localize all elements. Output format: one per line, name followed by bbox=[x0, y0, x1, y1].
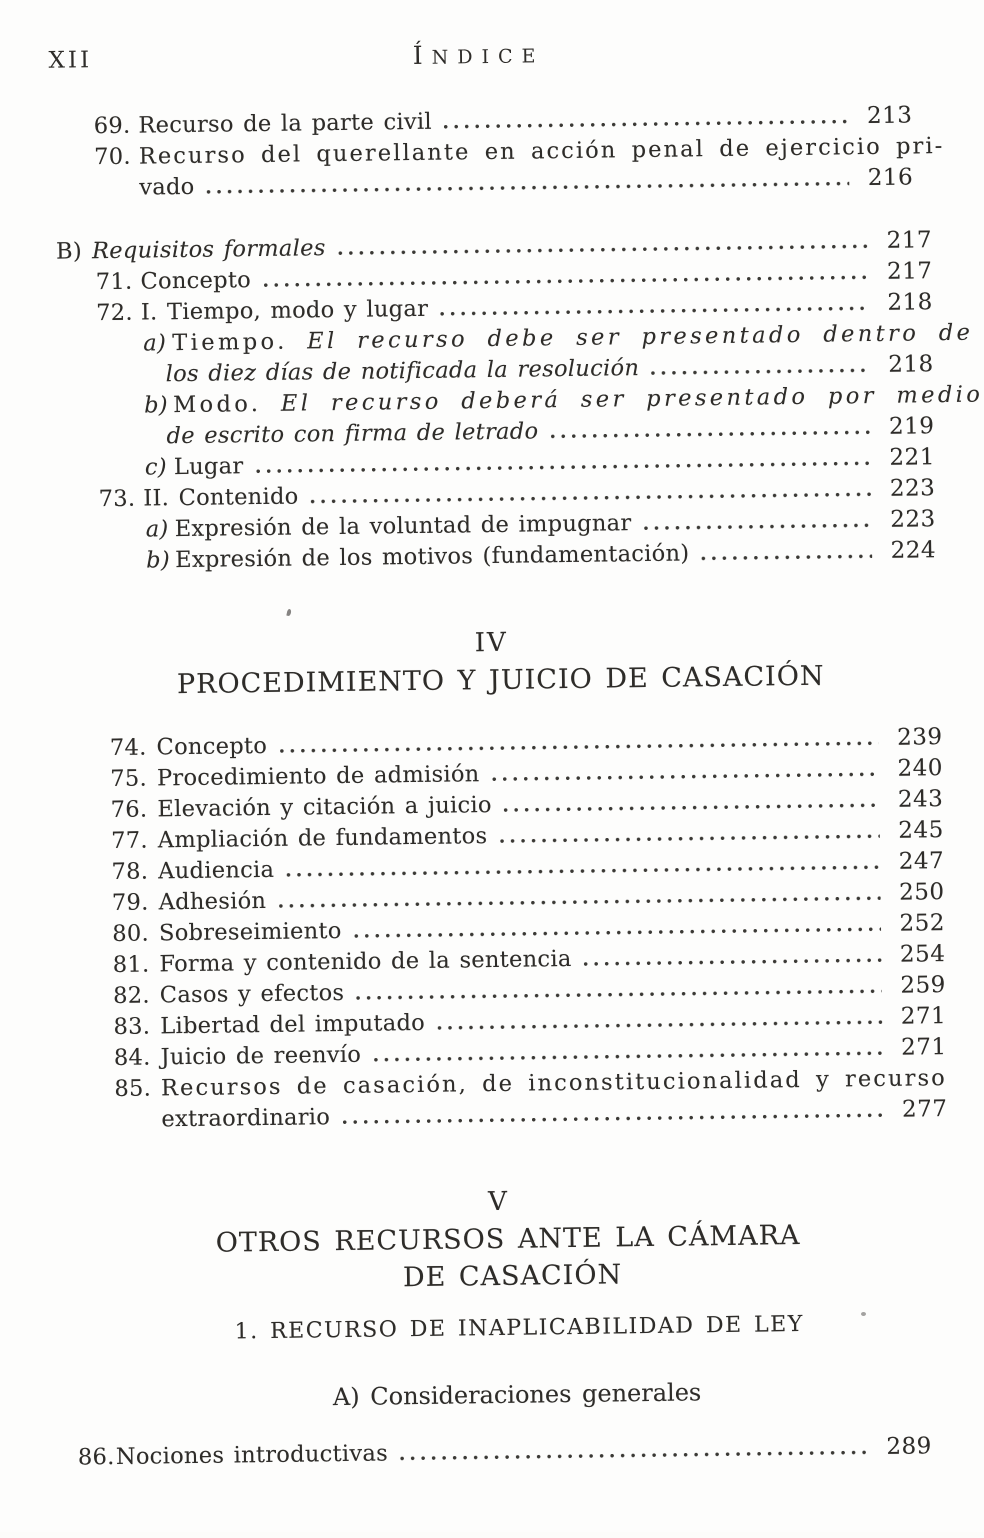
entry-number: 79. bbox=[111, 889, 149, 916]
page-title: ÍNDICE bbox=[412, 40, 545, 70]
entry-title bbox=[161, 1102, 330, 1135]
text-segment: Concepto bbox=[156, 732, 268, 761]
entry-number: 70. bbox=[94, 143, 132, 171]
dot-leader bbox=[584, 958, 882, 967]
text-segment: Consideraciones generales bbox=[370, 1378, 702, 1411]
text-segment: Audiencia bbox=[158, 856, 275, 885]
text-segment: I. Tiempo, modo y lugar bbox=[140, 295, 429, 326]
dot-leader bbox=[286, 865, 880, 878]
entry-title bbox=[116, 1438, 389, 1473]
text-segment: Ampliación de fundamentos bbox=[157, 823, 488, 854]
entry-number: 69. bbox=[93, 112, 131, 140]
dot-leader bbox=[342, 1113, 883, 1125]
page-folio: XII bbox=[48, 47, 93, 74]
heading-chapnum: V bbox=[487, 1186, 510, 1218]
entry-number: 85. bbox=[114, 1075, 152, 1102]
entry-title bbox=[174, 451, 244, 483]
entry-number: 77. bbox=[110, 827, 148, 854]
entry-number: 84. bbox=[113, 1044, 151, 1071]
entry-number: 80. bbox=[112, 920, 150, 947]
dot-leader bbox=[644, 523, 872, 531]
text-segment: Procedimiento de admisión bbox=[156, 761, 480, 792]
entry-number: 83. bbox=[113, 1013, 151, 1040]
page-number: 217 bbox=[886, 258, 933, 285]
entry-number: 86. bbox=[77, 1444, 115, 1471]
page-number: 218 bbox=[887, 289, 934, 316]
dot-leader bbox=[263, 275, 868, 288]
page-number: 217 bbox=[886, 227, 933, 254]
dot-leader bbox=[207, 181, 850, 194]
text-segment: Lugar bbox=[173, 453, 244, 481]
page-number: 271 bbox=[900, 1003, 947, 1030]
entry-title bbox=[140, 265, 251, 297]
dot-leader bbox=[354, 927, 881, 939]
entry-title bbox=[158, 886, 266, 918]
page-number: 252 bbox=[899, 910, 946, 937]
page-number: 254 bbox=[899, 941, 946, 968]
page-number: 250 bbox=[898, 879, 945, 906]
entry-number: B) bbox=[55, 238, 83, 265]
text-segment: Modo. bbox=[172, 390, 282, 419]
page-number: 219 bbox=[888, 413, 935, 440]
text-segment: extraordinario bbox=[161, 1104, 331, 1133]
entry-number: 78. bbox=[111, 858, 149, 885]
page-number: 245 bbox=[898, 817, 944, 844]
text-segment: El recurso deberá ser presentado por medio bbox=[280, 381, 984, 417]
text-segment: Juicio de reenvío bbox=[160, 1041, 362, 1071]
page-number: 271 bbox=[901, 1034, 947, 1061]
dot-leader bbox=[437, 1020, 882, 1031]
dot-leader bbox=[504, 803, 880, 813]
text-segment: II. Contenido bbox=[143, 483, 299, 512]
text-segment: El recurso debe ser presentado dentro de bbox=[307, 319, 974, 355]
entry-number: a) bbox=[145, 516, 169, 543]
text-segment: Recurso del querellante en acción penal de ejercicio pri- bbox=[138, 133, 945, 170]
text-segment: Forma y contenido de la sentencia bbox=[159, 945, 572, 978]
entry-title bbox=[92, 233, 326, 267]
text-segment: Nociones introductivas bbox=[115, 1440, 389, 1470]
text-segment: Concepto bbox=[140, 267, 252, 295]
text-segment: Expresión de los motivos (fundamentación) bbox=[174, 540, 690, 574]
dot-leader bbox=[255, 461, 870, 474]
dot-leader bbox=[499, 834, 879, 844]
page-number: 218 bbox=[888, 351, 934, 378]
text-segment: Recurso de la parte civil bbox=[138, 108, 433, 139]
heading-chaptitle2: DE CASACIÓN bbox=[402, 1259, 623, 1294]
entry-number: b) bbox=[143, 392, 169, 419]
entry-number: 82. bbox=[112, 982, 151, 1009]
dot-leader bbox=[311, 492, 872, 504]
page-number: 240 bbox=[897, 755, 944, 782]
entry-number: 72. bbox=[96, 299, 134, 327]
entry-title bbox=[160, 978, 345, 1011]
text-segment: Tiempo. bbox=[172, 328, 308, 357]
page-number: 221 bbox=[889, 444, 936, 471]
dot-leader bbox=[373, 1051, 883, 1063]
text-segment: A) bbox=[332, 1382, 371, 1412]
entry-number: 75. bbox=[110, 765, 148, 793]
entry-title bbox=[159, 916, 342, 949]
page-number: 224 bbox=[890, 537, 937, 564]
page-number: 247 bbox=[898, 848, 945, 875]
text-segment: Expresión de la voluntad de impugnar bbox=[174, 510, 632, 543]
entry-title bbox=[166, 416, 538, 452]
entry-number: 71. bbox=[95, 268, 133, 296]
page-number: 259 bbox=[900, 972, 946, 999]
dot-leader bbox=[550, 430, 870, 439]
dot-leader bbox=[356, 989, 882, 1001]
dot-leader bbox=[338, 244, 869, 256]
page-number: 243 bbox=[897, 786, 944, 813]
text-segment: Elevación y citación a juicio bbox=[157, 792, 492, 823]
entry-title bbox=[157, 790, 492, 825]
text-segment: los diez días de notificada la resolución bbox=[165, 355, 640, 388]
entry-title bbox=[138, 107, 432, 142]
entry-number: 73. bbox=[98, 485, 136, 513]
text-segment: Casos y efectos bbox=[159, 979, 345, 1009]
entry-title bbox=[143, 482, 299, 515]
heading-chapnum: IV bbox=[474, 627, 508, 659]
entry-title bbox=[158, 855, 274, 888]
entry-title bbox=[157, 759, 480, 794]
heading-chaptitle: OTROS RECURSOS ANTE LA CÁMARA bbox=[215, 1220, 801, 1259]
entry-number: a) bbox=[143, 330, 167, 357]
page-number: 289 bbox=[886, 1433, 932, 1460]
dot-leader bbox=[444, 119, 849, 129]
entry-number: 74. bbox=[109, 734, 147, 762]
entry-title bbox=[160, 1040, 361, 1074]
dot-leader bbox=[400, 1450, 868, 1461]
text-segment: Requisitos formales bbox=[91, 235, 326, 265]
entry-title bbox=[156, 731, 267, 763]
page-number: 277 bbox=[901, 1096, 948, 1123]
entry-number: b) bbox=[145, 547, 171, 574]
page-number: 216 bbox=[867, 164, 914, 192]
dot-leader bbox=[440, 306, 869, 317]
text-segment: Recursos de casación, de inconstitucionalidad y recurso bbox=[160, 1065, 947, 1102]
page-number: 223 bbox=[890, 506, 936, 533]
entry-title bbox=[159, 944, 572, 980]
entry-title bbox=[141, 294, 429, 329]
dot-leader bbox=[278, 896, 880, 909]
text-segment: Libertad del imputado bbox=[160, 1009, 426, 1040]
text-segment: Sobreseimiento bbox=[158, 917, 342, 947]
dot-leader bbox=[279, 741, 878, 754]
entry-number: 76. bbox=[110, 796, 148, 823]
scan-speck bbox=[861, 1312, 866, 1316]
entry-title bbox=[158, 821, 488, 856]
entry-number: 81. bbox=[112, 951, 150, 978]
text-segment: Adhesión bbox=[158, 887, 267, 916]
page-number: 239 bbox=[896, 724, 943, 751]
dot-leader bbox=[651, 368, 870, 376]
text-segment: de escrito con firma de letrado bbox=[166, 418, 539, 450]
text-segment: vado bbox=[139, 173, 195, 201]
entry-number: c) bbox=[144, 454, 168, 481]
page-number: 223 bbox=[889, 475, 936, 502]
heading-section: 1. RECURSO DE INAPLICABILIDAD DE LEY bbox=[234, 1311, 804, 1345]
heading-chaptitle: PROCEDIMIENTO Y JUICIO DE CASACIÓN bbox=[176, 660, 825, 701]
dot-leader bbox=[492, 772, 879, 782]
entry-title bbox=[160, 1008, 425, 1042]
dot-leader bbox=[701, 554, 872, 561]
page-number: 213 bbox=[866, 102, 913, 130]
entry-title bbox=[139, 172, 195, 204]
